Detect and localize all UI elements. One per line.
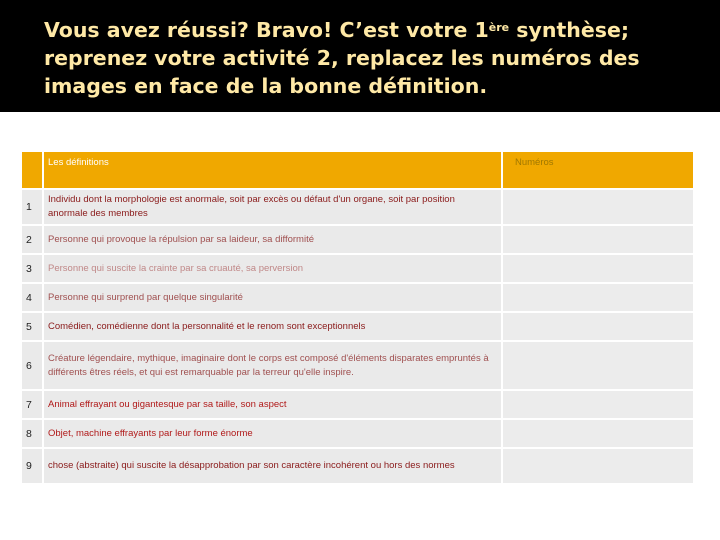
row-number: 4 [21,283,43,312]
row-number: 5 [21,312,43,341]
answer-cell[interactable] [502,312,694,341]
header-numeros-label: Numéros [515,157,554,168]
table-row [21,448,694,484]
row-definition: chose (abstraite) qui suscite la désapprobation par son caractère incohérent ou hors des normes [43,448,502,484]
table-row [21,189,694,225]
row-number: 9 [21,448,43,484]
table-row [21,419,694,448]
table-row [21,390,694,419]
answer-cell[interactable] [502,341,694,390]
answer-cell[interactable] [502,189,694,225]
row-number: 6 [21,341,43,390]
row-number: 1 [21,189,43,225]
row-definition: Animal effrayant ou gigantesque par sa taille, son aspect [43,390,502,419]
row-definition: Personne qui surprend par quelque singularité [43,283,502,312]
answer-cell[interactable] [502,225,694,254]
row-definition: Objet, machine effrayants par leur forme énorme [43,419,502,448]
answer-cell[interactable] [502,419,694,448]
row-definition: Personne qui provoque la répulsion par sa laideur, sa difformité [43,225,502,254]
header-num [21,151,43,189]
row-number: 2 [21,225,43,254]
header-definitions: Les définitions [43,151,502,189]
answer-cell[interactable] [502,390,694,419]
table-row [21,312,694,341]
row-number: 7 [21,390,43,419]
header-numeros [502,151,694,189]
table-header-row [21,151,694,189]
table-row [21,225,694,254]
title-part2: synthèse; reprenez votre activité 2, replacez les numéros des images en face de la bonne définition. [44,18,640,98]
answer-cell[interactable] [502,254,694,283]
row-definition: Individu dont la morphologie est anormale, soit par excès ou défaut d'un organe, soit par position anormale des membres [43,189,502,225]
title-superscript: ère [488,21,510,34]
answer-cell[interactable] [502,283,694,312]
row-number: 3 [21,254,43,283]
table-row [21,254,694,283]
row-definition: Créature légendaire, mythique, imaginaire dont le corps est composé d'éléments disparates empruntés à différents êtres réels, et qui est remarquable par la terreur qu'elle inspire. [43,341,502,390]
definitions-table [20,150,695,485]
table-row [21,341,694,390]
table-row [21,283,694,312]
slide-title [44,16,704,100]
row-definition: Comédien, comédienne dont la personnalité et le renom sont exceptionnels [43,312,502,341]
answer-cell[interactable] [502,448,694,484]
row-definition: Personne qui suscite la crainte par sa cruauté, sa perversion [43,254,502,283]
title-part1: Vous avez réussi? Bravo! C’est votre 1 [44,18,489,42]
row-number: 8 [21,419,43,448]
